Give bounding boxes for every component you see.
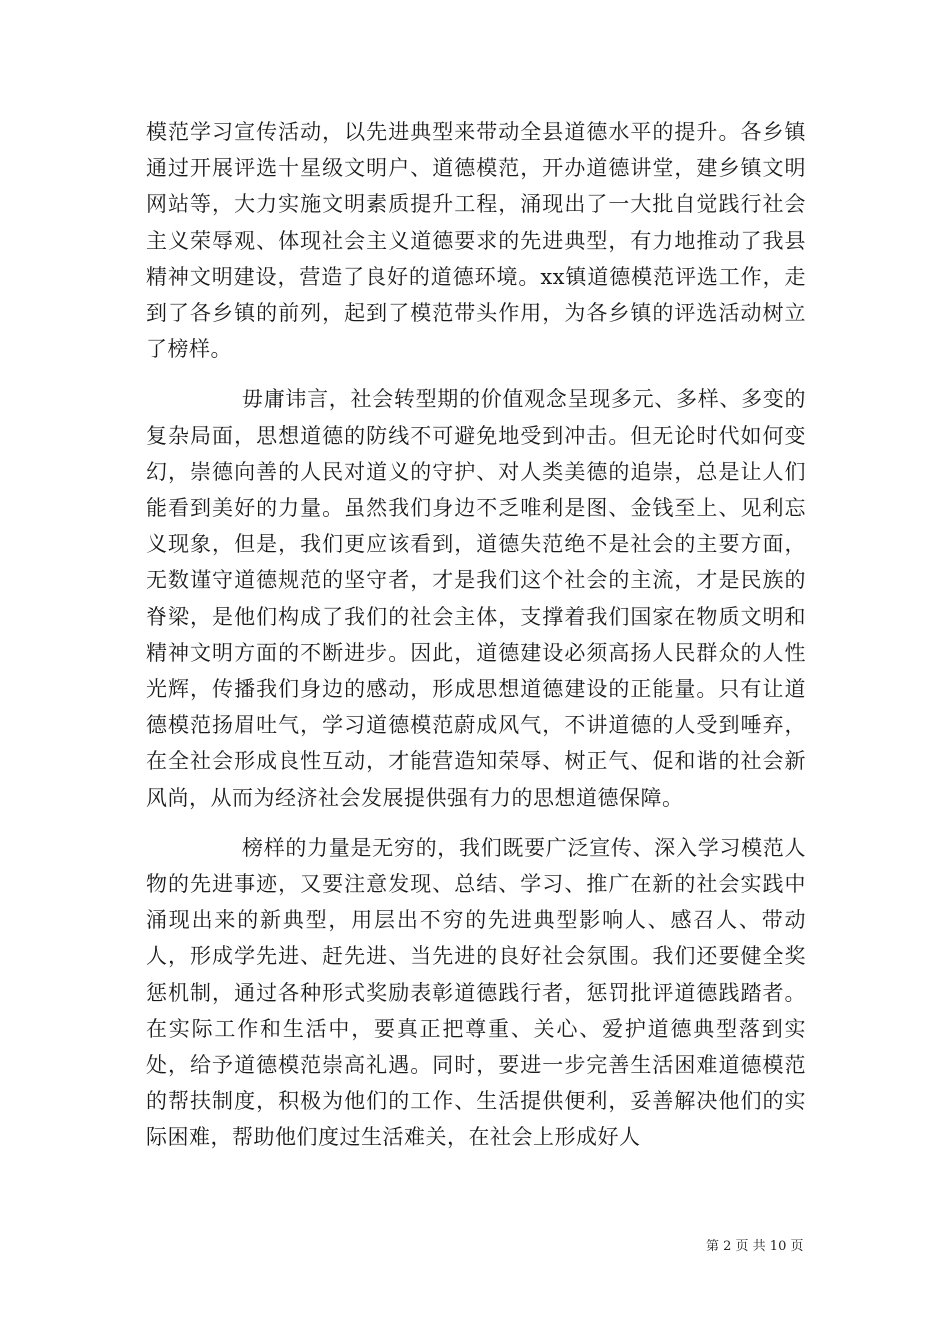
paragraph-3: 榜样的力量是无穷的，我们既要广泛宣传、深入学习模范人物的先进事迹，又要注意发现、总结、学习、推广在新的社会实践中涌现出来的新典型，用层出不穷的先进典型影响人、感召人、带动人，形成学先进、赶先进、当先进的良好社会氛围。我们还要健全奖惩机制，通过各种形式奖励表彰道德践行者，惩罚批评道德践踏者。在实际工作和生活中，要真正把尊重、关心、爱护道德典型落到实处，给予道德模范崇高礼遇。同时，要进一步完善生活困难道德模范的帮扶制度，积极为他们的工作、生活提供便利，妥善解决他们的实际困难，帮助他们度过生活难关，在社会上形成好人	[146, 835, 806, 1150]
paragraph-1: 模范学习宣传活动，以先进典型来带动全县道德水平的提升。各乡镇通过开展评选十星级文明户、道德模范，开办道德讲堂，建乡镇文明网站等，大力实施文明素质提升工程，涌现出了一大批自觉践行社会主义荣辱观、体现社会主义道德要求的先进典型，有力地推动了我县精神文明建设，营造了良好的道德环境。xx镇道德模范评选工作，走到了各乡镇的前列，起到了模范带头作用，为各乡镇的评选活动树立了榜样。	[146, 120, 806, 362]
paragraph-2: 毋庸讳言，社会转型期的价值观念呈现多元、多样、多变的复杂局面，思想道德的防线不可避免地受到冲击。但无论时代如何变幻，崇德向善的人民对道义的守护、对人类美德的追崇，总是让人们能看到美好的力量。虽然我们身边不乏唯利是图、金钱至上、见利忘义现象，但是，我们更应该看到，道德失范绝不是社会的主要方面，无数谨守道德规范的坚守者，才是我们这个社会的主流，才是民族的脊梁，是他们构成了我们的社会主体，支撑着我们国家在物质文明和精神文明方面的不断进步。因此，道德建设必须高扬人民群众的人性光辉，传播我们身边的感动，形成思想道德建设的正能量。只有让道德模范扬眉吐气，学习道德模范蔚成风气，不讲道德的人受到唾弃，在全社会形成良性互动，才能营造知荣辱、树正气、促和谐的社会新风尚，从而为经济社会发展提供强有力的思想道德保障。	[146, 387, 806, 810]
document-body	[146, 114, 806, 1156]
page-number-footer: 第 2 页 共 10 页	[706, 1239, 804, 1254]
